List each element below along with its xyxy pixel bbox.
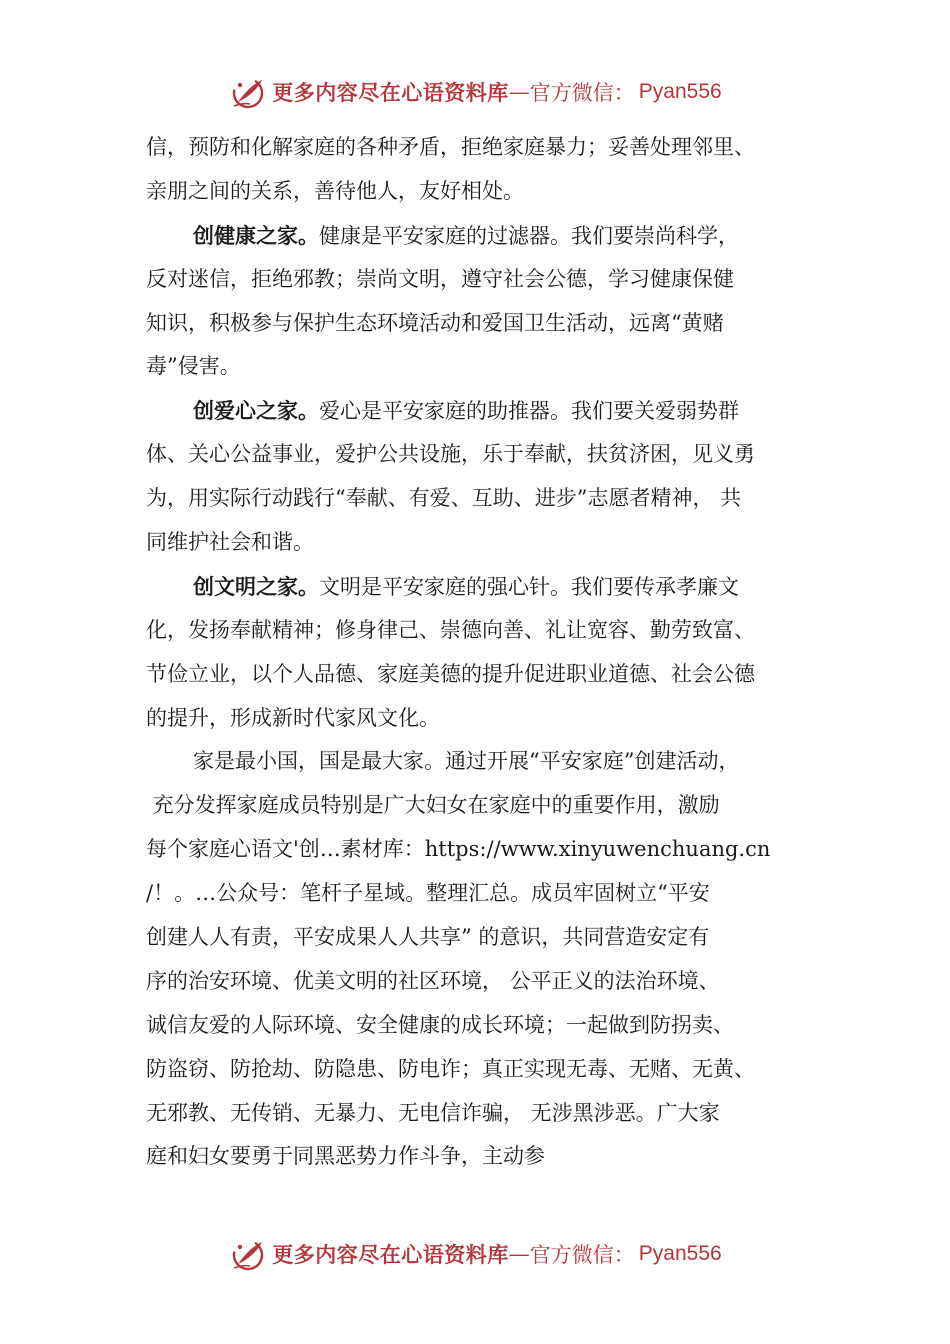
text-line: 家是最小国，国是最大家。通过开展“平安家庭”创建活动，	[193, 749, 740, 774]
text-line: 节俭立业，以个人品德、家庭美德的提升促进职业道德、社会公德	[146, 661, 755, 686]
text-line: 充分发挥家庭成员特别是广大妇女在家庭中的重要作用，激励	[146, 793, 720, 818]
text-line: 体、关心公益事业，爱护公共设施，乐于奉献，扶贫济困，见义勇	[146, 442, 755, 467]
footer-banner	[0, 1232, 950, 1276]
text-line: 反对迷信，拒绝邪教；崇尚文明，遵守社会公德，学习健康保健	[146, 266, 734, 291]
header-wechat-label: 官方微信：	[529, 81, 635, 105]
footer-brand-text: 更多内容尽在心语资料库	[272, 1242, 509, 1267]
paragraph-heading: 创健康之家。	[193, 222, 319, 248]
text-line: 庭和妇女要勇于同黑恶势力作斗争，主动参	[146, 1144, 545, 1169]
text-line: 为，用实际行动践行“奉献、有爱、互助、进步”志愿者精神， 共	[146, 486, 742, 511]
text-span: 爱心是平安家庭的助推器。我们要关爱弱势群	[319, 399, 739, 424]
header-banner	[0, 70, 950, 114]
paragraph-first-line	[146, 214, 836, 258]
footer-separator: —	[508, 1242, 530, 1266]
document-body	[146, 126, 836, 1179]
paragraph-heading: 创文明之家。	[193, 573, 319, 599]
text-line: 信，预防和化解家庭的各种矛盾，拒绝家庭暴力；妥善处理邻里、	[146, 135, 755, 159]
text-line: 诚信友爱的人际环境、安全健康的成长环境；一起做到防拐卖、	[146, 1012, 734, 1037]
text-line: 序的治安环境、优美文明的社区环境， 公平正义的法治环境、	[146, 968, 720, 993]
text-line: 知识，积极参与保护生态环境活动和爱国卫生活动，远离“黄赌	[146, 310, 724, 335]
paragraph-first-line	[146, 389, 836, 433]
text-line: 同维护社会和谐。	[146, 530, 314, 555]
text-line: 每个家庭心语文'创…素材库：https://www.xinyuwenchuang.cn	[146, 837, 771, 862]
text-line: 亲朋之间的关系，善待他人，友好相处。	[146, 178, 524, 203]
footer-wechat-label: 官方微信：	[529, 1243, 635, 1267]
header-brand-text: 更多内容尽在心语资料库	[272, 80, 509, 105]
text-line: 无邪教、无传销、无暴力、无电信诈骗， 无涉黑涉恶。广大家	[146, 1100, 720, 1125]
text-line: 的提升，形成新时代家风文化。	[146, 705, 440, 730]
paragraph-heading: 创爱心之家。	[193, 398, 319, 424]
text-span: 文明是平安家庭的强心针。我们要传承孝廉文	[319, 574, 739, 599]
footer-wechat-id: Pyan556	[638, 1242, 722, 1265]
text-line: 防盗窃、防抢劫、防隐患、防电诈；真正实现无毒、无赌、无黄、	[146, 1056, 755, 1081]
paragraph-first-line	[146, 565, 836, 609]
leaf-swirl-logo-icon	[228, 1234, 268, 1274]
header-wechat-id: Pyan556	[638, 80, 722, 103]
text-line: 毒”侵害。	[146, 354, 241, 379]
text-line: 创建人人有责，平安成果人人共享” 的意识，共同营造安定有	[146, 925, 710, 950]
leaf-swirl-logo-icon	[228, 72, 268, 112]
text-line: /！。…公众号：笔杆子星域。整理汇总。成员牢固树立“平安	[146, 881, 710, 906]
header-separator: —	[508, 80, 530, 104]
text-line: 化，发扬奉献精神；修身律己、崇德向善、礼让宽容、勤劳致富、	[146, 617, 755, 642]
text-span: 健康是平安家庭的过滤器。我们要崇尚科学，	[319, 223, 739, 248]
